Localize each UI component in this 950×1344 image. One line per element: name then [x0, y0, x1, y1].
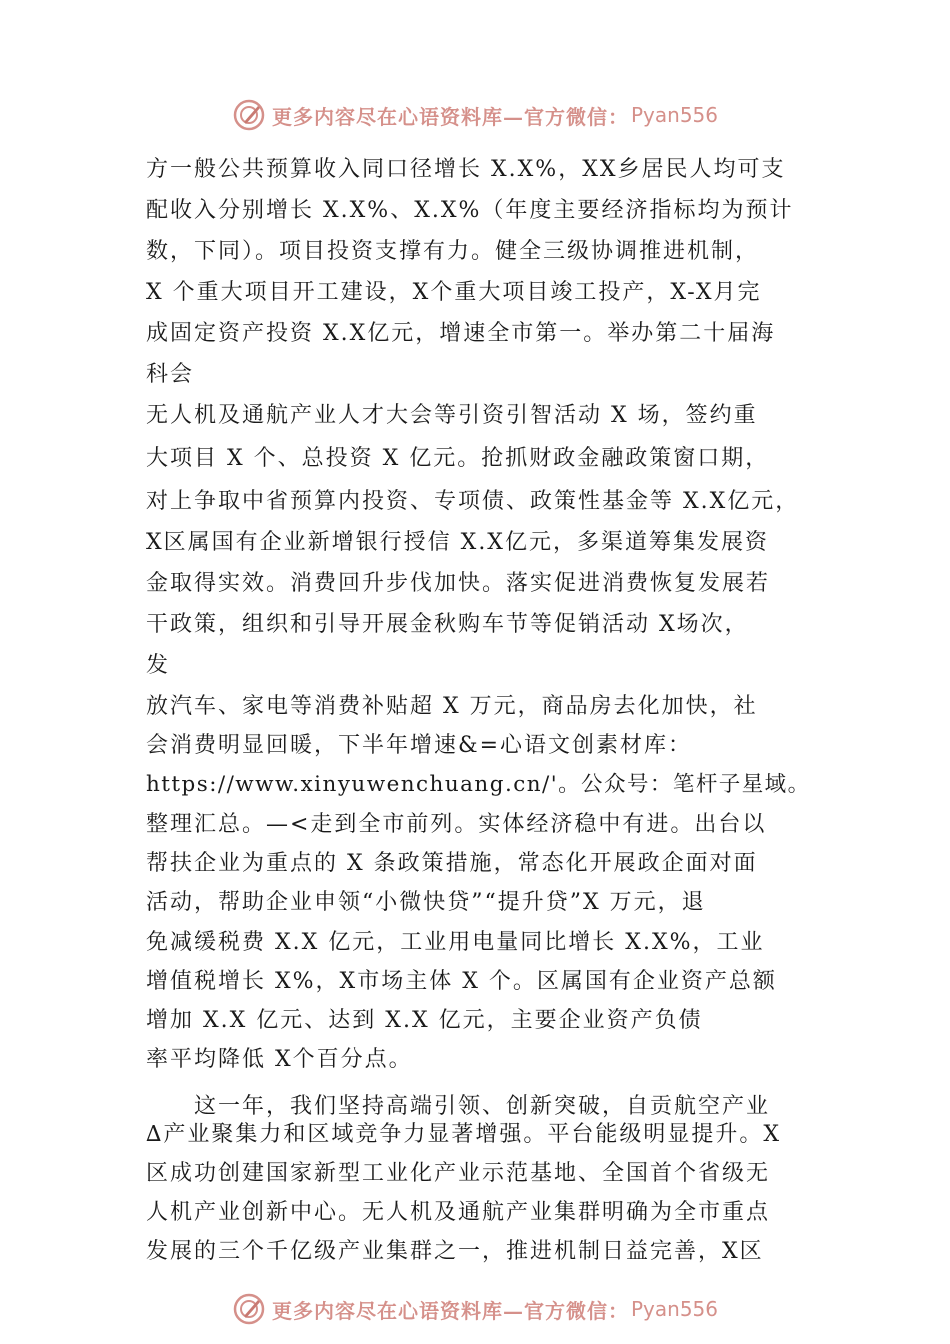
- watermark-logo-icon: [232, 1292, 266, 1326]
- text-line: 区成功创建国家新型工业化产业示范基地、全国首个省级无: [146, 1161, 771, 1186]
- text-line: 金取得实效。消费回升步伐加快。落实促进消费恢复发展若: [146, 571, 771, 596]
- watermark-wechat-id: Pyan556: [630, 1297, 718, 1321]
- text-line: 干政策，组织和引导开展金秋购车节等促销活动 X场次，: [146, 612, 749, 637]
- text-line: 放汽车、家电等消费补贴超 X 万元，商品房去化加快，社: [146, 694, 758, 719]
- text-line: 发展的三个千亿级产业集群之一，推进机制日益完善，X区: [146, 1239, 764, 1264]
- text-line: X区属国有企业新增银行授信 X.X亿元，多渠道筹集发展资: [146, 530, 769, 555]
- text-line: 人机产业创新中心。无人机及通航产业集群明确为全市重点: [146, 1200, 771, 1225]
- text-line: 配收入分别增长 X.X%、X.X%（年度主要经济指标均为预计: [146, 198, 794, 223]
- text-line: 无人机及通航产业人才大会等引资引智活动 X 场，签约重: [146, 403, 758, 428]
- text-line: 这一年，我们坚持高端引领、创新突破，自贡航空产业: [146, 1094, 771, 1119]
- text-line: 帮扶企业为重点的 X 条政策措施，常态化开展政企面对面: [146, 851, 758, 876]
- text-line: 免减缓税费 X.X 亿元，工业用电量同比增长 X.X%，工业: [146, 930, 765, 955]
- text-line: 方一般公共预算收入同口径增长 X.X%，XX乡居民人均可支: [146, 157, 786, 182]
- text-line: 大项目 X 个、总投资 X 亿元。抢抓财政金融政策窗口期，: [146, 446, 770, 471]
- watermark-text: 更多内容尽在心语资料库—官方微信：: [271, 1298, 629, 1323]
- text-line: 发: [146, 653, 171, 678]
- text-line: 整理汇总。—<走到全市前列。实体经济稳中有进。出台以: [146, 812, 767, 837]
- watermark-wechat-id: Pyan556: [630, 103, 718, 127]
- watermark-logo-icon: [232, 98, 266, 132]
- text-line: 增加 X.X 亿元、达到 X.X 亿元，主要企业资产负债: [146, 1008, 703, 1033]
- text-line: 率平均降低 X个百分点。: [146, 1047, 413, 1072]
- text-line: 增值税增长 X%，X市场主体 X 个。区属国有企业资产总额: [146, 969, 777, 994]
- watermark-footer: [0, 1289, 950, 1329]
- text-line: X 个重大项目开工建设，X个重大项目竣工投产，X-X月完: [146, 280, 762, 305]
- text-line: 会消费明显回暖，下半年增速&=心语文创素材库：: [146, 733, 693, 758]
- text-line: 对上争取中省预算内投资、专项债、政策性基金等 X.X亿元，: [146, 489, 800, 514]
- watermark-header: [0, 95, 950, 135]
- text-line: 成固定资产投资 X.X亿元，增速全市第一。举办第二十届海: [146, 321, 776, 346]
- text-line: 科会: [146, 362, 195, 387]
- text-line: 数，下同）。项目投资支撑有力。健全三级协调推进机制，: [146, 239, 760, 264]
- text-line: https://www.xinyuwenchuang.cn/'。公众号：笔杆子星域。: [146, 772, 811, 797]
- text-line: ∆产业聚集力和区域竞争力显著增强。平台能级明显提升。X: [146, 1122, 782, 1147]
- watermark-text: 更多内容尽在心语资料库—官方微信：: [271, 104, 629, 129]
- text-line: 活动，帮助企业申领“小微快贷”“提升贷”X 万元，退: [146, 890, 706, 915]
